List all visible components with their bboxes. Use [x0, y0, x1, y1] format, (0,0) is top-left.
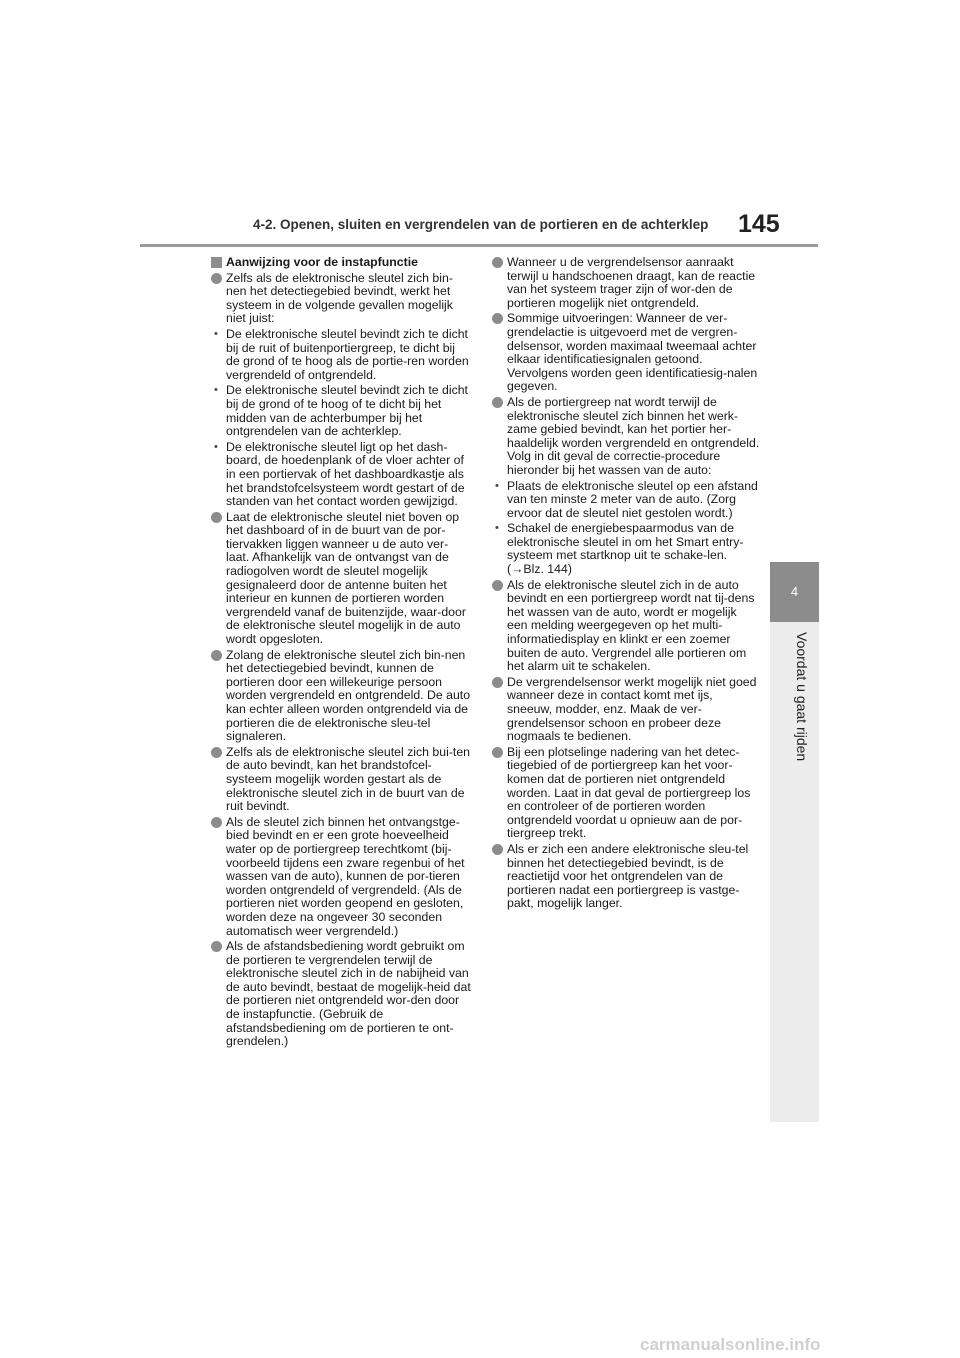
- bullet-paragraph: Zelfs als de elektronische sleutel zich bin-nen het detectiegebied bevindt, werkt het systeem in de volgende gevallen mogelijk niet juist:: [211, 272, 471, 326]
- bullet-paragraph: Zelfs als de elektronische sleutel zich bui-ten de auto bevindt, kan het brandstofcel-systeem mogelijk worden gestart als de elektronische sleutel zich in de buurt van de ruit bevindt.: [211, 746, 471, 814]
- sub-item: • De elektronische sleutel bevindt zich te dicht bij de ruit of buitenportiergreep, te dicht bij de grond of te hoog als de portie-ren worden vergrendeld of ontgrendeld.: [211, 328, 471, 382]
- chapter-label: Voordat u gaat rijden: [794, 632, 810, 762]
- bullet-paragraph: Als de sleutel zich binnen het ontvangstge-bied bevindt en er een grote hoeveelheid water op de portiergreep terechtkomt (bij-voorbeeld tijdens een zware regenbui of het wassen van de auto), kunnen de por-tieren worden ontgrendeld of vergrendeld. (Als de portieren niet worden geopend en gesloten, worden deze na ongeveer 30 seconden automatisch weer vergrendeld.): [211, 816, 471, 938]
- header-divider: [140, 244, 818, 247]
- bullet-paragraph: Sommige uitvoeringen: Wanneer de ver-grendelactie is uitgevoerd met de vergren-delsensor, worden maximaal tweemaal achter elkaar identificatiesignalen getoond. Vervolgens worden geen identificatiesig-nalen gegeven.: [492, 312, 760, 394]
- bullet-paragraph: Als de portiergreep nat wordt terwijl de elektronische sleutel zich binnen het werk-zame gebied bevindt, kan het portier her-haaldelijk worden vergrendeld en ontgrendeld. Volg in dit geval de correctie-procedure hieronder bij het wassen van de auto:: [492, 396, 760, 478]
- header-title: 4-2. Openen, sluiten en vergrendelen van de portieren en de achterklep: [253, 217, 709, 232]
- bullet-paragraph: Als de afstandsbediening wordt gebruikt om de portieren te vergrendelen terwijl de elektronische sleutel zich in de nabijheid van de auto bevindt, bestaat de mogelijk-heid dat de portieren niet ontgrendeld wor-den door de instapfunctie. (Gebruik de afstandsbediening om de portieren te ont-grendelen.): [211, 940, 471, 1049]
- bullet-paragraph: Zolang de elektronische sleutel zich bin-nen het detectiegebied bevindt, kunnen de portieren door een willekeurige persoon worden vergrendeld en ontgrendeld. De auto kan echter alleen worden ontgrendeld via de portieren die de elektronische sleu-tel signaleren.: [211, 649, 471, 744]
- section-heading: Aanwijzing voor de instapfunctie: [211, 256, 471, 270]
- bullet-paragraph: Bij een plotselinge nadering van het detec-tiegebied of de portiergreep kan het voor-komen dat de portieren niet ontgrendeld worden. Laat in dat geval de portiergreep los en controleer of de portieren worden ontgrendeld voordat u opnieuw aan de por-tiergreep trekt.: [492, 746, 760, 841]
- right-column: [492, 256, 760, 913]
- bullet-paragraph: Als er zich een andere elektronische sleu-tel binnen het detectiegebied bevindt, is de reactietijd voor het ontgrendelen van de portieren nadat een portiergreep is vastge-pakt, mogelijk langer.: [492, 843, 760, 911]
- left-column: [211, 256, 471, 1051]
- bullet-paragraph: De vergrendelsensor werkt mogelijk niet goed wanneer deze in contact komt met ijs, sneeuw, modder, enz. Maak de ver-grendelsensor schoon en probeer deze nogmaals te bedienen.: [492, 676, 760, 744]
- watermark: carmanualsonline.info: [640, 1335, 821, 1354]
- sub-item: • De elektronische sleutel ligt op het dash-board, de hoedenplank of de vloer achter of in een portiervak of het dashboardkastje als het brandstofcelsysteem wordt gestart of de standen van het contact worden gewijzigd.: [211, 441, 471, 509]
- chapter-tab: 4: [770, 562, 819, 622]
- sub-item: • De elektronische sleutel bevindt zich te dicht bij de grond of te hoog of te dicht bij het midden van de achterbumper bij het ontgrendelen van de achterklep.: [211, 384, 471, 438]
- bullet-paragraph: Als de elektronische sleutel zich in de auto bevindt en een portiergreep wordt nat tij-dens het wassen van de auto, wordt er mogelijk een melding weergegeven op het multi-informatiedisplay en klinkt er een zoemer buiten de auto. Vergrendel alle portieren om het alarm uit te schakelen.: [492, 579, 760, 674]
- page-number: 145: [738, 210, 780, 238]
- bullet-paragraph: Wanneer u de vergrendelsensor aanraakt terwijl u handschoenen draagt, kan de reactie van het systeem trager zijn of wor-den de portieren mogelijk niet ontgrendeld.: [492, 256, 760, 310]
- sub-item: • Plaats de elektronische sleutel op een afstand van ten minste 2 meter van de auto. (Zorg ervoor dat de sleutel niet gestolen wordt.): [492, 480, 760, 521]
- bullet-paragraph: Laat de elektronische sleutel niet boven op het dashboard of in de buurt van de por-tiervakken liggen wanneer u de auto ver-laat. Afhankelijk van de ontvangst van de radiogolven wordt de sleutel mogelijk gesignaleerd door de antenne buiten het interieur en kunnen de portieren worden vergrendeld vanaf de buitenzijde, waar-door de elektronische sleutel mogelijk in de auto wordt opgesloten.: [211, 511, 471, 647]
- sub-item: • Schakel de energiebespaarmodus van de elektronische sleutel in om het Smart entry-systeem met startknop uit te schake-len. (→Blz. 144): [492, 522, 760, 576]
